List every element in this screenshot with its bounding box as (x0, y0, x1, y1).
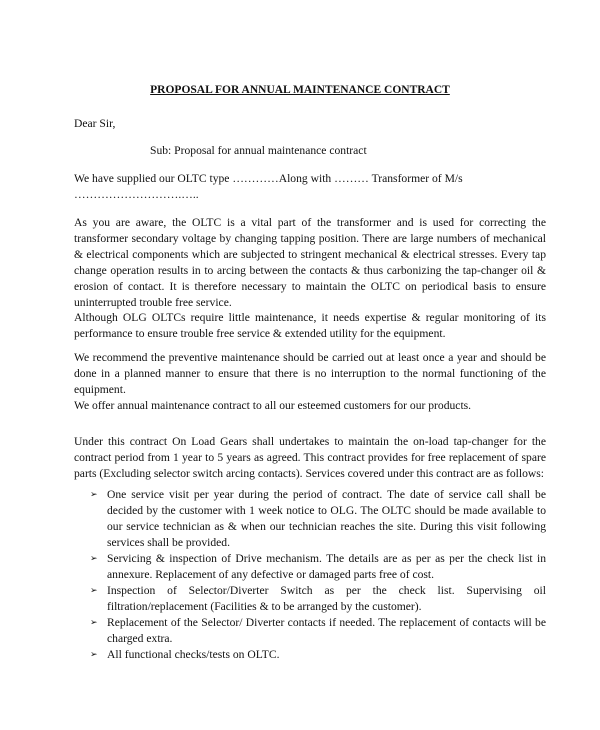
paragraph-recommendation: We recommend the preventive maintenance should be carried out at least once a year and should be done in a planned manner to ensure that there is no interruption to the normal functioning of the equipment. (74, 351, 546, 396)
supplied-line-continued: ……………………….….. (74, 188, 199, 201)
paragraph-contract: Under this contract On Load Gears shall undertakes to maintain the on-load tap-changer for the contract period from 1 year to 5 years as agreed. This contract provides for free replacement of spare parts (Excluding selector switch arcing contacts). Services covered under this contract are as follows: (74, 435, 546, 480)
bullet-arrow-icon: ➢ (90, 650, 98, 660)
paragraph-oltc: As you are aware, the OLTC is a vital part of the transformer and is used for correcting the transformer secondary voltage by changing tapping position. There are large numbers of mechanical & electrical components which are subjected to stringent mechanical & electrical stresses. Every tap change operation results in to arcing between the contacts & thus carbonizing the tap-changer oil & erosion of contact. It is therefore necessary to maintain the OLTC on periodical basis to ensure uninterrupted trouble free service. (74, 216, 546, 309)
subject-line: Sub: Proposal for annual maintenance contract (150, 144, 367, 157)
service-text: All functional checks/tests on OLTC. (107, 648, 280, 661)
bullet-arrow-icon: ➢ (90, 490, 98, 500)
paragraph-offer: We offer annual maintenance contract to all our esteemed customers for our products. (74, 399, 472, 412)
list-item (90, 551, 546, 583)
salutation: Dear Sir, (74, 117, 116, 130)
bullet-arrow-icon: ➢ (90, 554, 98, 564)
service-text: Servicing & inspection of Drive mechanism. The details are as per as per the check list in annexure. Replacement of any defective or damaged parts free of cost. (107, 552, 546, 581)
supplied-line: We have supplied our OLTC type …………Along with ……… Transformer of M/s (74, 172, 463, 185)
list-item (90, 487, 546, 551)
list-item (90, 583, 546, 615)
list-item (90, 647, 546, 663)
services-list (90, 487, 546, 663)
service-text: One service visit per year during the period of contract. The date of service call shall be decided by the customer with 1 week notice to OLG. The OLTC should be made available to our service technician as & when our technician reaches the site. During this visit following services shall be provided. (107, 488, 546, 549)
service-text: Replacement of the Selector/ Diverter contacts if needed. The replacement of contacts will be charged extra. (107, 616, 546, 645)
bullet-arrow-icon: ➢ (90, 586, 98, 596)
document-title: PROPOSAL FOR ANNUAL MAINTENANCE CONTRACT (150, 84, 450, 96)
bullet-arrow-icon: ➢ (90, 618, 98, 628)
paragraph-olg: Although OLG OLTCs require little maintenance, it needs expertise & regular monitoring of its performance to ensure trouble free service & extended utility for the equipment. (74, 311, 546, 340)
service-text: Inspection of Selector/Diverter Switch as per the check list. Supervising oil filtration/replacement (Facilities & to be arranged by the customer). (107, 584, 546, 613)
list-item (90, 615, 546, 647)
